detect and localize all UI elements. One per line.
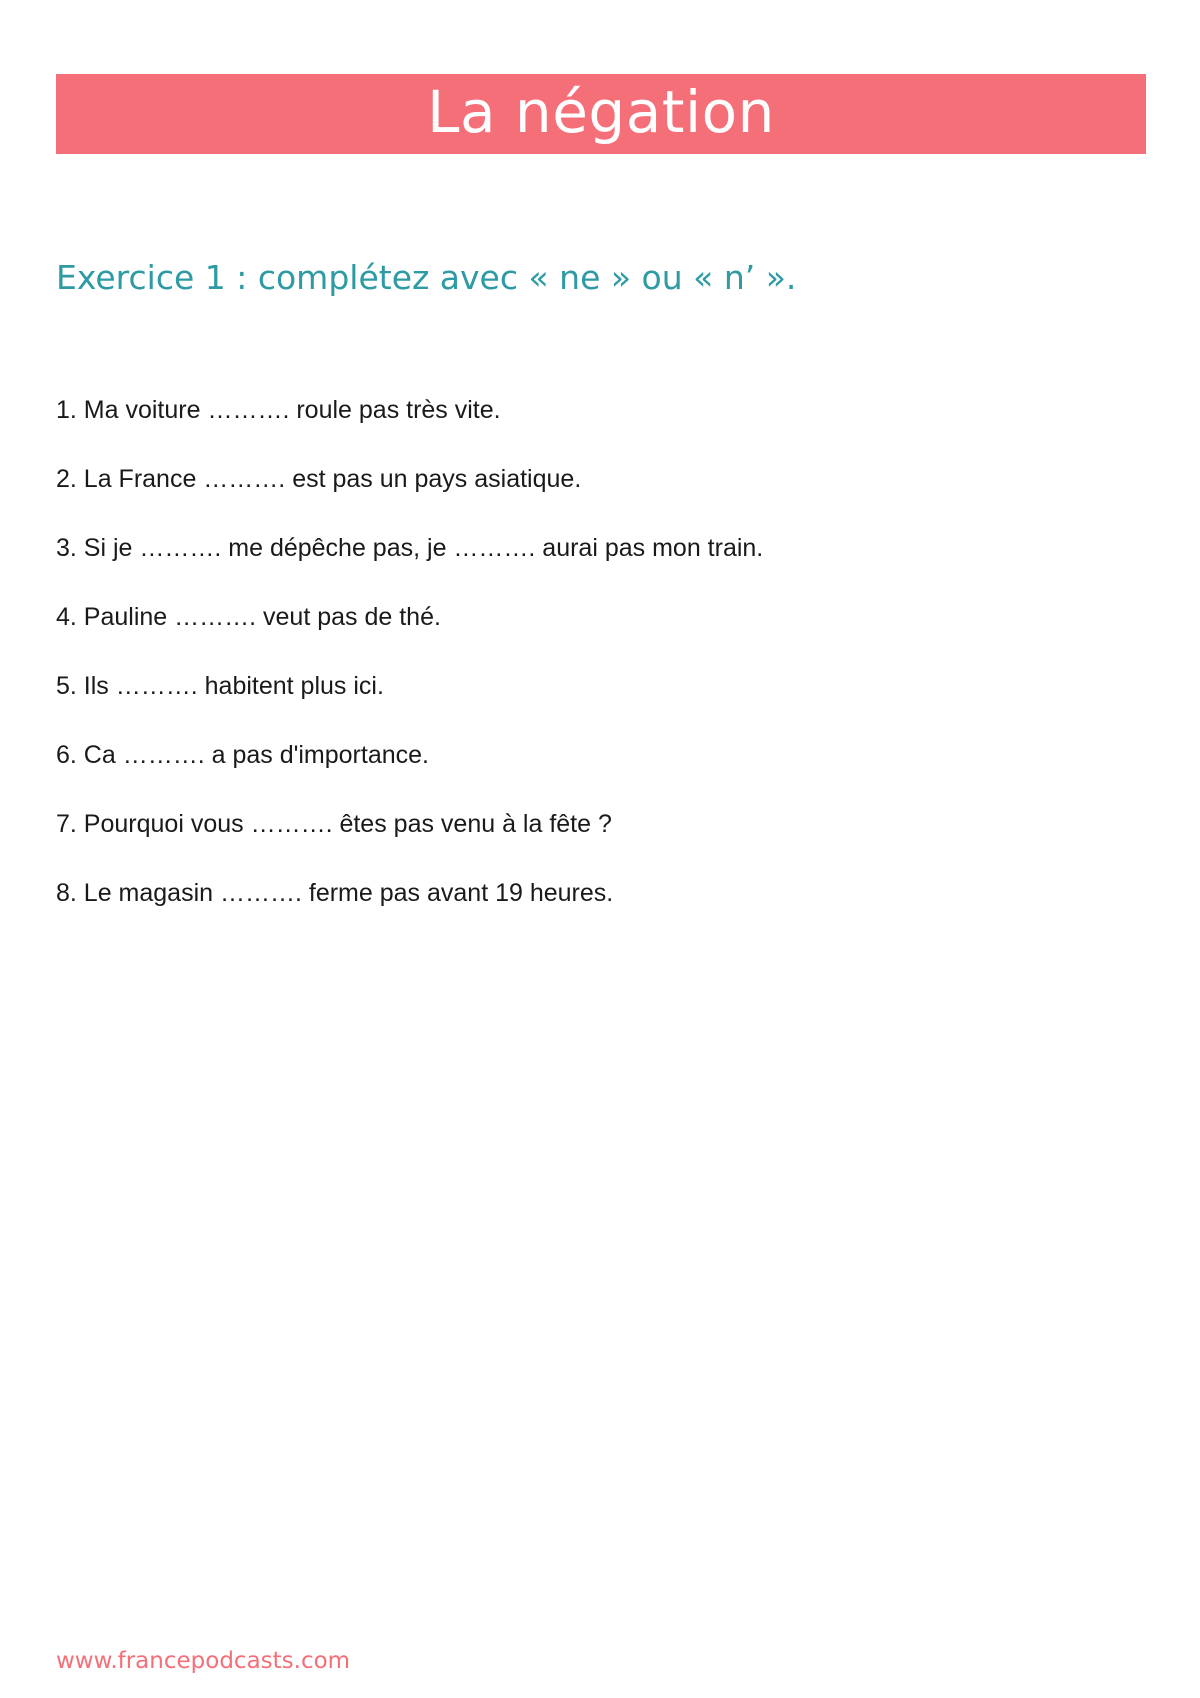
exercise-list: [56, 395, 763, 947]
exercise-heading: Exercice 1 : complétez avec « ne » ou « n’ ».: [56, 258, 797, 297]
title-banner: [56, 74, 1146, 154]
exercise-item-8: 8. Le magasin ………. ferme pas avant 19 heures.: [56, 879, 614, 907]
exercise-item-5: 5. Ils ………. habitent plus ici.: [56, 672, 384, 700]
exercise-item-3: 3. Si je ………. me dépêche pas, je ………. aurai pas mon train.: [56, 534, 764, 562]
page-title: La négation: [427, 78, 775, 146]
exercise-item-2: 2. La France ………. est pas un pays asiatique.: [56, 465, 582, 493]
exercise-item-4: 4. Pauline ………. veut pas de thé.: [56, 603, 441, 631]
exercise-item-1: 1. Ma voiture ………. roule pas très vite.: [56, 396, 501, 424]
exercise-item-7: 7. Pourquoi vous ………. êtes pas venu à la fête ?: [56, 810, 612, 838]
exercise-item-6: 6. Ca ………. a pas d'importance.: [56, 741, 429, 769]
footer-website-link[interactable]: www.francepodcasts.com: [56, 1648, 351, 1674]
